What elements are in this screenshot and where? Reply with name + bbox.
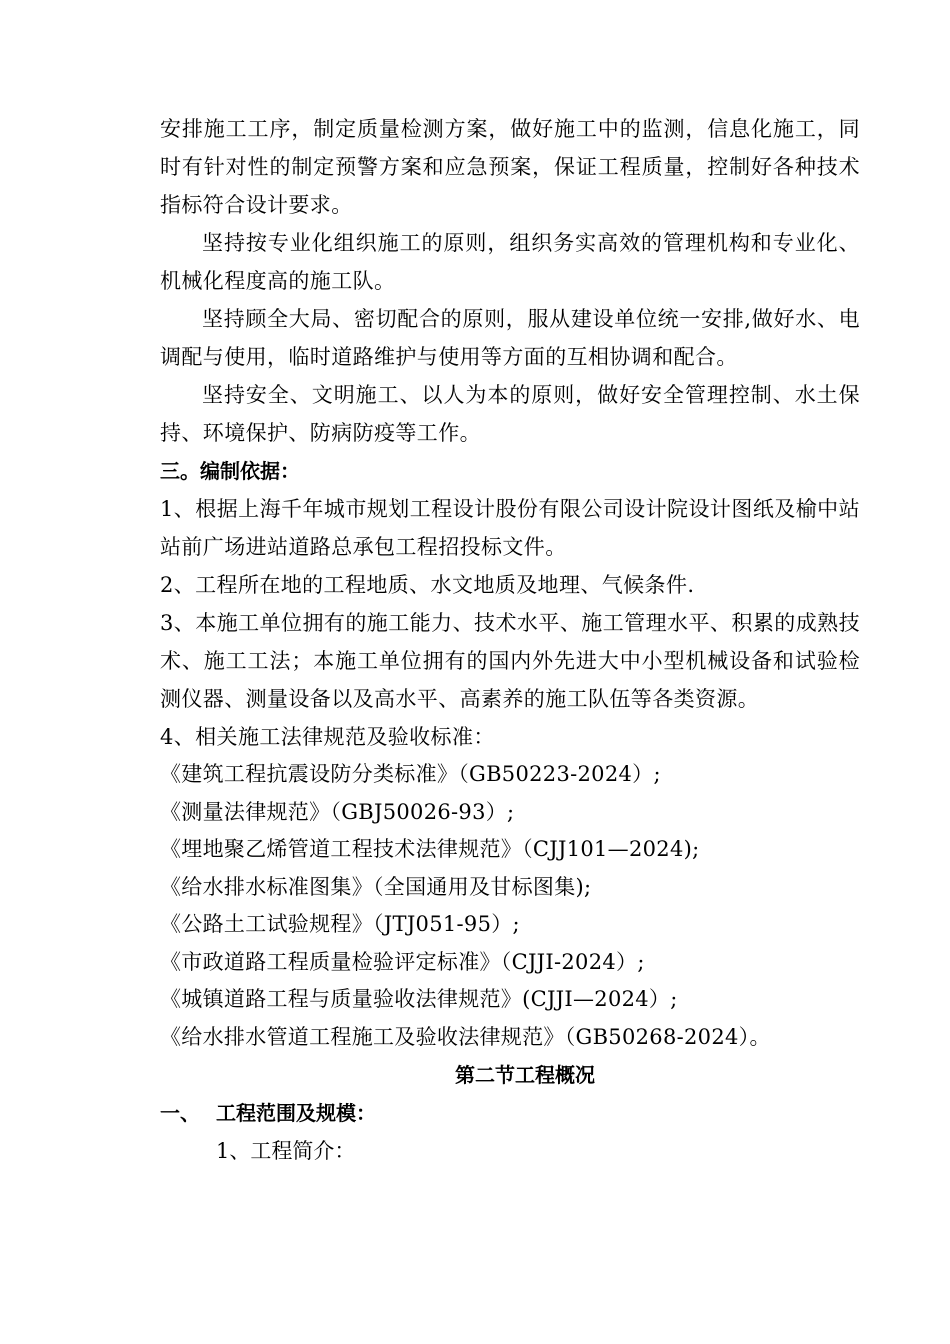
basis-item-1: 1、根据上海千年城市规划工程设计股份有限公司设计院设计图纸及榆中站站前广场进站道路总承包工程招投标文件。 [160,497,860,559]
sub-heading-number: 一、 [160,1101,200,1125]
paragraph-construction-sequence: 安排施工工序，制定质量检测方案，做好施工中的监测，信息化施工，同时有针对性的制定预警方案和应急预案，保证工程质量，控制好各种技术指标符合设计要求。 [160,117,860,217]
project-intro-item: 1、工程简介： [216,1139,356,1163]
paragraph-safety: 坚持安全、文明施工、以人为本的原则，做好安全管理控制、水土保持、环境保护、防病防疫等工作。 [160,383,860,445]
basis-heading: 三。编制依据： [160,459,300,483]
paragraph-specialization: 坚持按专业化组织施工的原则，组织务实高效的管理机构和专业化、机械化程度高的施工队。 [160,231,860,293]
reference-item: 《公路土工试验规程》（JTJ051-95）; [160,912,520,936]
sub-heading-text: 工程范围及规模： [216,1101,376,1125]
paragraph-coordination: 坚持顾全大局、密切配合的原则，服从建设单位统一安排,做好水、电调配与使用，临时道路维护与使用等方面的互相协调和配合。 [160,307,860,369]
section-title: 第二节工程概况 [455,1063,595,1087]
document-page [160,110,860,1170]
sub-heading [160,1094,860,1132]
reference-item: 《城镇道路工程与质量验收法律规范》(CJJI—2024）; [160,987,678,1011]
reference-item: 《埋地聚乙烯管道工程技术法律规范》（CJJ101—2024); [160,837,700,861]
reference-item: 《给水排水标准图集》（全国通用及甘标图集); [160,874,592,899]
basis-item-3: 3、本施工单位拥有的施工能力、技术水平、施工管理水平、积累的成熟技术、施工工法；本施工单位拥有的国内外先进大中小型机械设备和试验检测仪器、测量设备以及高水平、高素养的施工队伍等各类资源。 [160,611,860,711]
basis-item-4: 4、相关施工法律规范及验收标准： [160,725,495,749]
basis-item-2: 2、工程所在地的工程地质、水文地质及地理、气候条件. [160,573,695,597]
reference-item: 《市政道路工程质量检验评定标准》（CJJI-2024）; [160,949,645,974]
reference-item: 《测量法律规范》（GBJ50026-93）; [160,799,515,824]
reference-item: 《建筑工程抗震设防分类标准》（GB50223-2024）; [160,762,661,786]
reference-item: 《给水排水管道工程施工及验收法律规范》（GB50268-2024）。 [160,1024,771,1049]
